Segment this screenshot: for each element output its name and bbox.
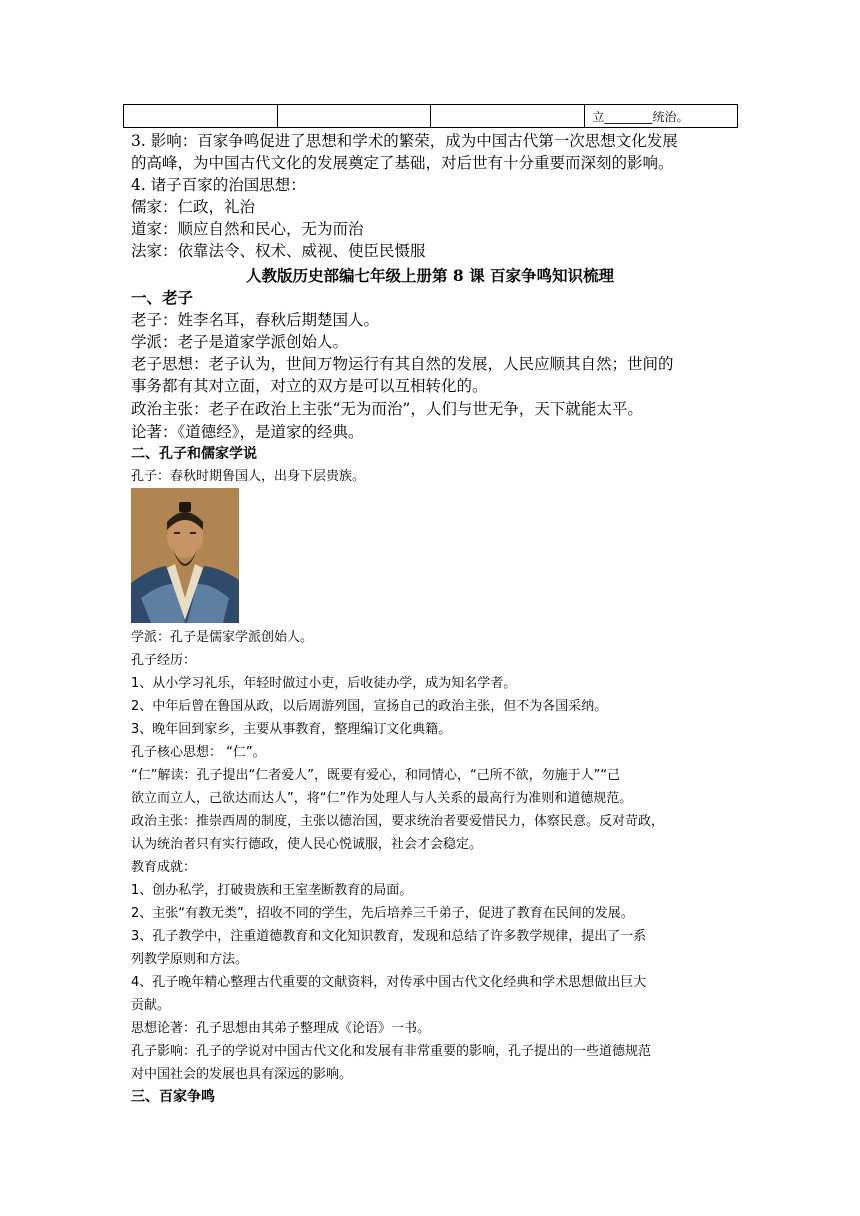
confucius-works: 思想论著：孔子思想由其弟子整理成《论语》一书。 xyxy=(131,1021,431,1036)
table-cell: 立________统治。 xyxy=(584,105,738,128)
confucius-bio: 孔子：春秋时期鲁国人，出身下层贵族。 xyxy=(131,469,366,484)
confucius-edu-1: 1、创办私学，打破贵族和王室垄断教育的局面。 xyxy=(131,883,413,898)
confucius-edu-3a: 3、孔子教学中，注重道德教育和文化知识教育，发现和总结了许多教学规律，提出了一系 xyxy=(131,929,647,944)
section-heading-laozi: 一、老子 xyxy=(131,289,194,307)
governance-heading: 4. 诸子百家的治国思想： xyxy=(131,176,306,194)
laozi-thought-2: 事务都有其对立面，对立的双方是可以互相转化的。 xyxy=(131,377,488,395)
governance-fa: 法家：依靠法令、权术、威视、使臣民慑服 xyxy=(131,242,426,260)
confucius-school: 学派：孔子是儒家学派创始人。 xyxy=(131,630,314,645)
confucius-portrait xyxy=(131,488,239,623)
impact-line-1: 3. 影响：百家争鸣促进了思想和学术的繁荣，成为中国古代第一次思想文化发展 xyxy=(131,132,678,150)
section-heading-confucius: 二、孔子和儒家学说 xyxy=(131,446,257,462)
laozi-school: 学派：老子是道家学派创始人。 xyxy=(131,333,349,351)
confucius-ren-2: 欲立而立人，己欲达而达人”，将“仁”作为处理人与人关系的最高行为准则和道德规范。 xyxy=(131,791,633,806)
laozi-bio: 老子：姓李名耳，春秋后期楚国人。 xyxy=(131,311,380,329)
table-cell xyxy=(124,105,278,128)
document-title: 人教版历史部编七年级上册第 8 课 百家争鸣知识梳理 xyxy=(246,266,614,285)
governance-dao: 道家：顺应自然和民心，无为而治 xyxy=(131,220,364,238)
confucius-exp-2: 2、中年后曾在鲁国从政，以后周游列国，宣扬自己的政治主张，但不为各国采纳。 xyxy=(131,699,608,714)
section-heading-hundred-schools: 三、百家争鸣 xyxy=(131,1089,215,1105)
confucius-edu-2: 2、主张“有教无类”，招收不同的学生，先后培养三千弟子，促进了教育在民间的发展。 xyxy=(131,906,634,921)
confucius-exp-1: 1、从小学习礼乐，年轻时做过小吏，后收徒办学，成为知名学者。 xyxy=(131,676,517,691)
impact-line-2: 的高峰，为中国古代文化的发展奠定了基础，对后世有十分重要而深刻的影响。 xyxy=(131,154,674,172)
table-cell xyxy=(277,105,431,128)
table-row xyxy=(124,105,738,128)
table-cell xyxy=(431,105,585,128)
confucius-influence-1: 孔子影响：孔子的学说对中国古代文化和发展有非常重要的影响，孔子提出的一些道德规范 xyxy=(131,1044,652,1059)
confucius-ren-1: “仁”解读：孔子提出“仁者爱人”，既要有爱心，和同情心，“己所不欲，勿施于人”“己 xyxy=(131,768,621,783)
confucius-exp-3: 3、晚年回到家乡，主要从事教育，整理编订文化典籍。 xyxy=(131,722,452,737)
confucius-influence-2: 对中国社会的发展也具有深远的影响。 xyxy=(131,1067,353,1082)
confucius-core: 孔子核心思想： “仁”。 xyxy=(131,745,266,760)
summary-table-fragment xyxy=(123,104,738,128)
confucius-edu-4a: 4、孔子晚年精心整理古代重要的文献资料，对传承中国古代文化经典和学术思想做出巨大 xyxy=(131,975,647,990)
confucius-portrait-image xyxy=(131,488,239,623)
confucius-politics-1: 政治主张：推崇西周的制度，主张以德治国，要求统治者要爱惜民力，体察民意。反对苛政， xyxy=(131,814,665,829)
confucius-edu-heading: 教育成就： xyxy=(131,860,197,875)
laozi-works: 论著：《道德经》，是道家的经典。 xyxy=(131,423,364,441)
confucius-edu-3b: 列教学原则和方法。 xyxy=(131,952,249,967)
confucius-edu-4b: 贡献。 xyxy=(131,998,171,1013)
confucius-politics-2: 认为统治者只有实行德政，使人民心悦诚服，社会才会稳定。 xyxy=(131,837,483,852)
governance-ru: 儒家：仁政，礼治 xyxy=(131,198,256,216)
laozi-politics: 政治主张：老子在政治上主张“无为而治”，人们与世无争，天下就能太平。 xyxy=(131,400,643,418)
confucius-exp-heading: 孔子经历： xyxy=(131,653,197,668)
laozi-thought-1: 老子思想：老子认为，世间万物运行有其自然的发展，人民应顺其自然；世间的 xyxy=(131,355,674,373)
